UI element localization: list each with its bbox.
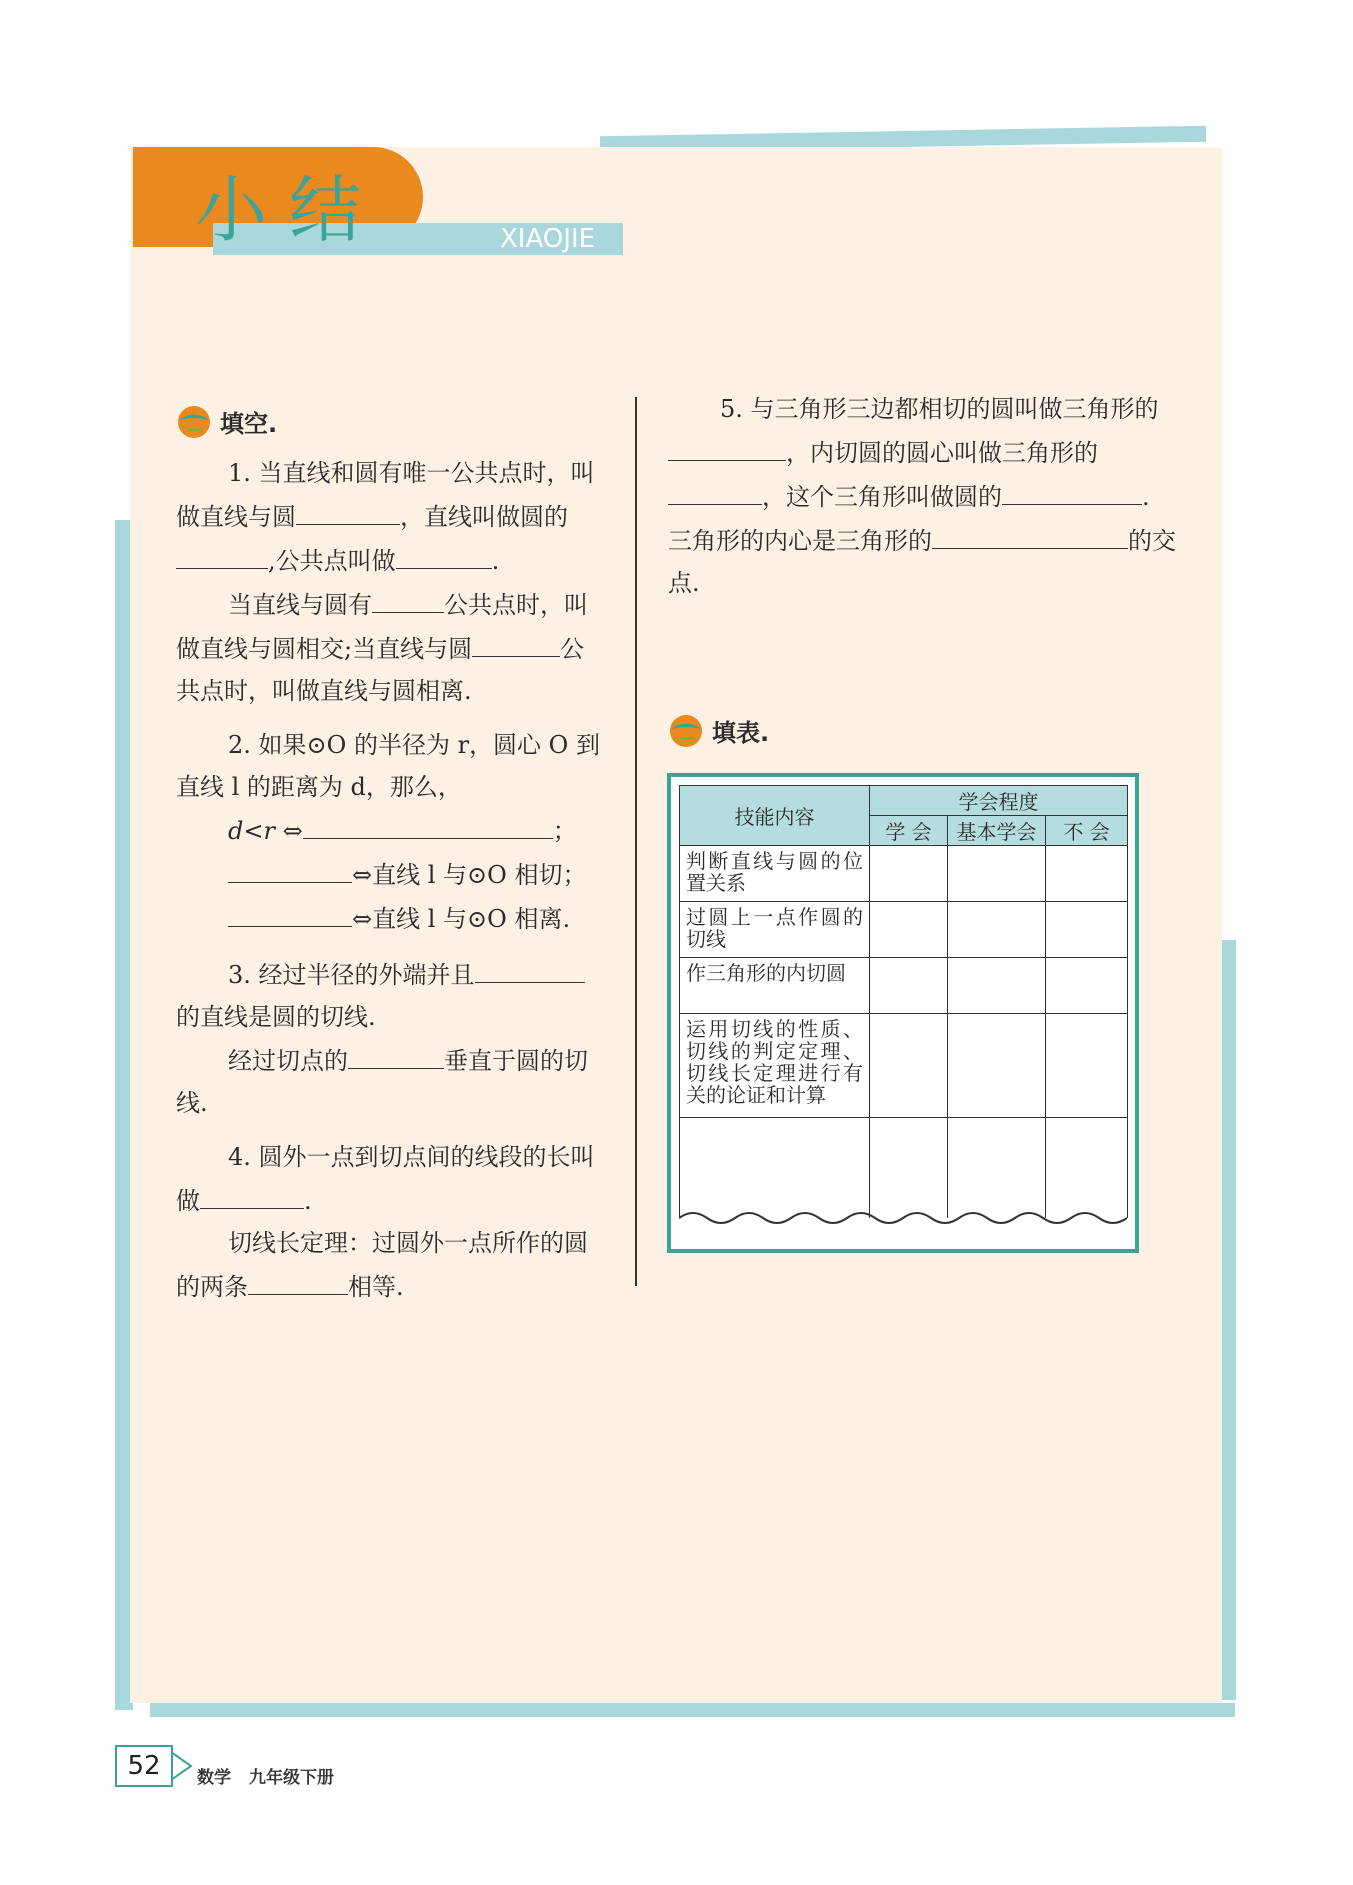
answer-cell[interactable] [870, 1014, 948, 1118]
answer-cell[interactable] [870, 846, 948, 902]
q4-paragraph-1: 4. 圆外一点到切点间的线段的长叫做 . [176, 1143, 595, 1215]
torn-edge-wave [679, 1200, 1127, 1230]
skill-cell: 作三角形的内切圆 [680, 958, 870, 1014]
q3-paragraph-1: 3. 经过半径的外端并且的直线是圆的切线. [176, 952, 604, 1038]
right-shadow-bar [1222, 940, 1236, 1700]
answer-cell[interactable] [870, 902, 948, 958]
q2-line-2: ⇔直线 l 与⊙O 相切； [176, 852, 604, 896]
header-skill: 技能内容 [680, 786, 870, 846]
q4-paragraph-2: 切线长定理：过圆外一点所作的圆的两条 相等. [176, 1229, 588, 1301]
answer-cell[interactable] [948, 902, 1046, 958]
footer-subject: 数学 [197, 1768, 231, 1788]
table-row [680, 958, 1128, 1014]
answer-cell[interactable] [1046, 902, 1128, 958]
page-number: 52 [115, 1745, 173, 1787]
q2-line-3: ⇔直线 l 与⊙O 相离. [176, 896, 604, 940]
answer-cell[interactable] [1046, 958, 1128, 1014]
bottom-shadow-bar [150, 1703, 1235, 1717]
header-basically-learned: 基本学会 [948, 816, 1046, 846]
fill-table-heading: 填表. [668, 712, 769, 748]
footer-book-info [197, 1763, 352, 1788]
answer-cell[interactable] [948, 846, 1046, 902]
page-title-pinyin: XIAOJIE [500, 224, 596, 254]
q2-line-1: d<r ⇔ ； [176, 808, 604, 852]
page-number-tab-arrow [171, 1748, 197, 1784]
answer-cell[interactable] [1046, 1014, 1128, 1118]
q1-paragraph-2: 当直线与圆有 公共点时，叫做直线与圆相交;当直线与圆 公共点时，叫做直线与圆相离. [176, 582, 604, 712]
q5-paragraph: 5. 与三角形三边都相切的圆叫做三角形的，内切圆的圆心叫做三角形的，这个三角形叫做圆的 . [668, 388, 1180, 518]
answer-cell[interactable] [870, 958, 948, 1014]
q3-paragraph-2: 经过切点的 垂直于圆的切线. [176, 1038, 604, 1124]
skill-cell: 判断直线与圆的位置关系 [680, 846, 870, 902]
answer-cell[interactable] [948, 958, 1046, 1014]
fill-blank-heading: 填空. [176, 403, 277, 439]
skill-cell: 过圆上一点作圆的切线 [680, 902, 870, 958]
right-column-q5 [668, 388, 1180, 604]
left-column [176, 452, 604, 1308]
section-icon [176, 403, 212, 439]
q5-paragraph-2: 三角形的内心是三角形的 的交点. [668, 518, 1180, 604]
table-row [680, 1014, 1128, 1118]
footer-grade: 九年级下册 [249, 1768, 334, 1788]
answer-cell[interactable] [948, 1014, 1046, 1118]
answer-cell[interactable] [1046, 846, 1128, 902]
skills-table [679, 785, 1128, 1238]
page-title: 小结 [195, 168, 384, 252]
q1-paragraph-1: 1. 当直线和圆有唯一公共点时，叫做直线与圆 ，直线叫做圆的,公共点叫做 . [176, 459, 595, 575]
header-level: 学会程度 [870, 786, 1128, 816]
q2-intro: 2. 如果⊙O 的半径为 r，圆心 O 到直线 l 的距离为 d，那么， [176, 731, 600, 801]
skill-cell: 运用切线的性质、切线的判定定理、切线长定理进行有关的论证和计算 [680, 1014, 870, 1118]
section-icon [668, 712, 704, 748]
table-row [680, 846, 1128, 902]
header-not-learned: 不 会 [1046, 816, 1128, 846]
header-learned: 学 会 [870, 816, 948, 846]
table-row [680, 902, 1128, 958]
column-divider [635, 397, 637, 1286]
